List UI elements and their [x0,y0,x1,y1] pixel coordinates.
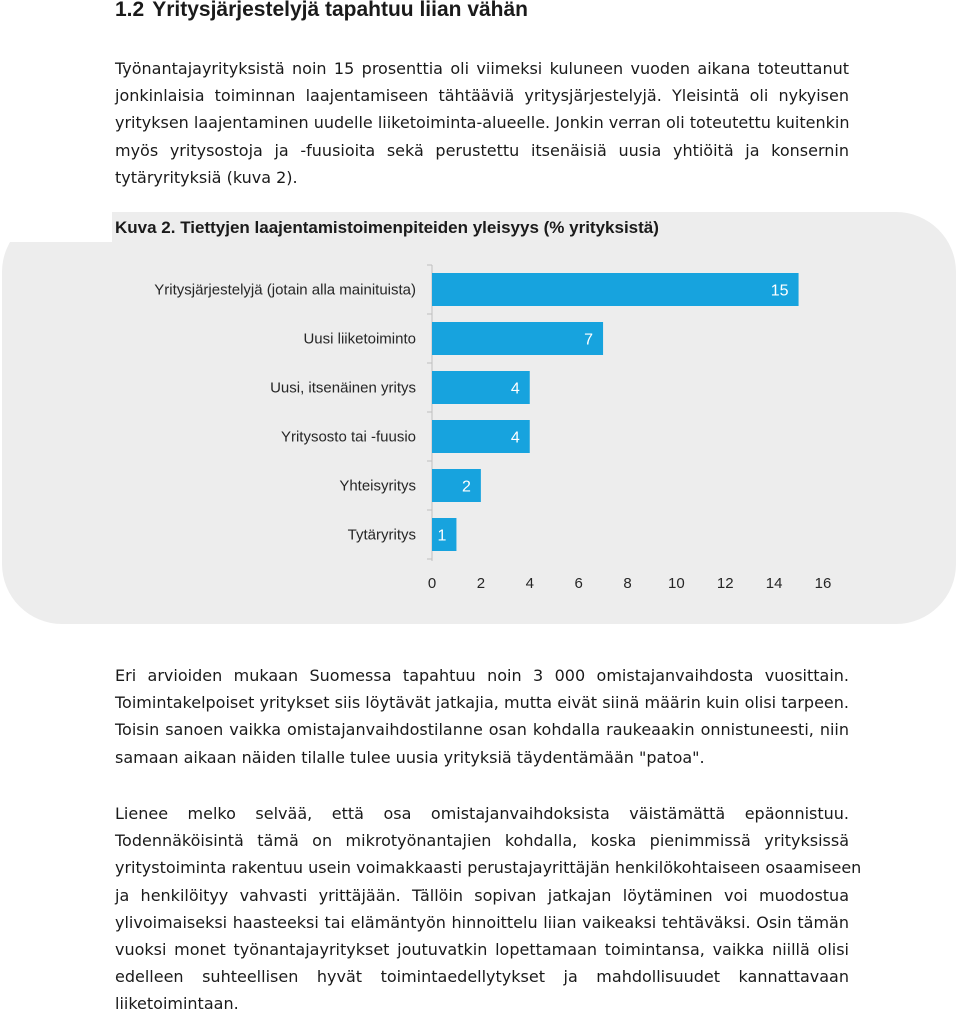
paragraph-line: Toisin sanoen vaikka omistajanvaihdostilanne osan kohdalla raukeaakin onnistuneesti, niin [115,720,849,740]
intro-line: yrityksen laajentaminen uudelle liiketoiminta-alueelle. Jonkin verran oli toteutettu kuitenkin [115,113,850,133]
intro-line: tytäryrityksiä (kuva 2). [115,167,298,187]
intro-line: myös yritysostoja ja -fuusioita sekä perustettu itsenäisiä uusia yhtiöitä ja konsernin [115,140,849,160]
paragraph-3 [115,800,862,1018]
paragraph-line: samaan aikaan näiden tilalle tulee uusia yrityksiä täydentämään "patoa". [115,747,705,767]
data-label: 15 [770,282,789,300]
paragraph-line: liiketoimintaan. [115,994,239,1014]
x-tick-label: 8 [623,575,632,592]
x-tick-label: 4 [525,575,534,592]
category-label: Yhteisyritys [339,477,416,495]
category-label: Uusi liiketoiminto [303,330,416,348]
category-label: Yritysjärjestelyjä (jotain alla mainituista) [154,281,416,299]
figure-caption: Kuva 2. Tiettyjen laajentamistoimenpiteiden yleisyys (% yrityksistä) [115,218,659,237]
data-label: 2 [461,478,471,496]
category-label: Tytäryritys [347,526,416,544]
category-label: Yritysosto tai -fuusio [280,428,416,446]
x-tick-label: 12 [716,575,734,592]
paragraph-line: Toimintakelpoiset yritykset siis löytävät jatkajia, mutta eivät siinä määrin kuin olisi tarpeen. [115,693,849,713]
data-label: 4 [510,429,520,447]
x-tick-label: 16 [814,575,832,592]
bar [432,469,481,502]
data-label: 1 [437,527,447,545]
bar [432,273,799,306]
intro-line: Työnantajayrityksistä noin 15 prosenttia oli viimeksi kuluneen vuoden aikana toteuttanut [115,59,849,78]
bar [432,322,603,355]
data-label: 7 [584,331,594,349]
section-number: 1.2 [115,0,145,21]
intro-line: jonkinlaisia toiminnan laajentamiseen tähtääviä yritysjärjestelyjä. Yleisintä oli nykyisen [115,86,849,106]
paragraph-line: Lienee melko selvää, että osa omistajanvaihdoksista väistämättä epäonnistuu. [115,804,849,823]
paragraph-line: vuoksi monet työnantajayritykset joutuvatkin lopettamaan toimintansa, vaikka niillä olisi [115,940,849,960]
category-label: Uusi, itsenäinen yritys [270,379,416,397]
paragraph-line: yritystoiminta rakentuu usein voimakkaasti perustajayrittäjän henkilökohtaiseen osaamiseen [115,858,862,878]
paragraph-line: Eri arvioiden mukaan Suomessa tapahtuu noin 3 000 omistajanvaihdosta vuosittain. [115,666,849,685]
section-title: Yritysjärjestelyjä tapahtuu liian vähän [152,0,529,21]
paragraph-line: ylivoimaiseksi haasteeksi tai elämäntyön hinnoittelu liian vaikeaksi tehtäväksi. Osin tämän [115,912,849,932]
data-label: 4 [510,380,520,398]
paragraph-line: Todennäköisintä tämä on mikrotyönantajien kohdalla, koska pienimmissä yrityksissä [115,831,849,851]
paragraph-line: ja henkilöityy vahvasti yrittäjään. Tällöin sopivan jatkajan löytäminen voi muodostua [115,885,849,905]
x-tick-label: 0 [427,575,437,592]
x-tick-label: 10 [668,575,685,592]
paragraph-2 [115,662,849,771]
x-tick-label: 2 [476,575,486,592]
x-tick-label: 14 [765,575,783,592]
paragraph-line: edelleen suhteellisen hyvät toimintaedellytykset ja mahdollisuudet kannattavaan [115,967,849,987]
x-tick-label: 6 [574,575,583,592]
